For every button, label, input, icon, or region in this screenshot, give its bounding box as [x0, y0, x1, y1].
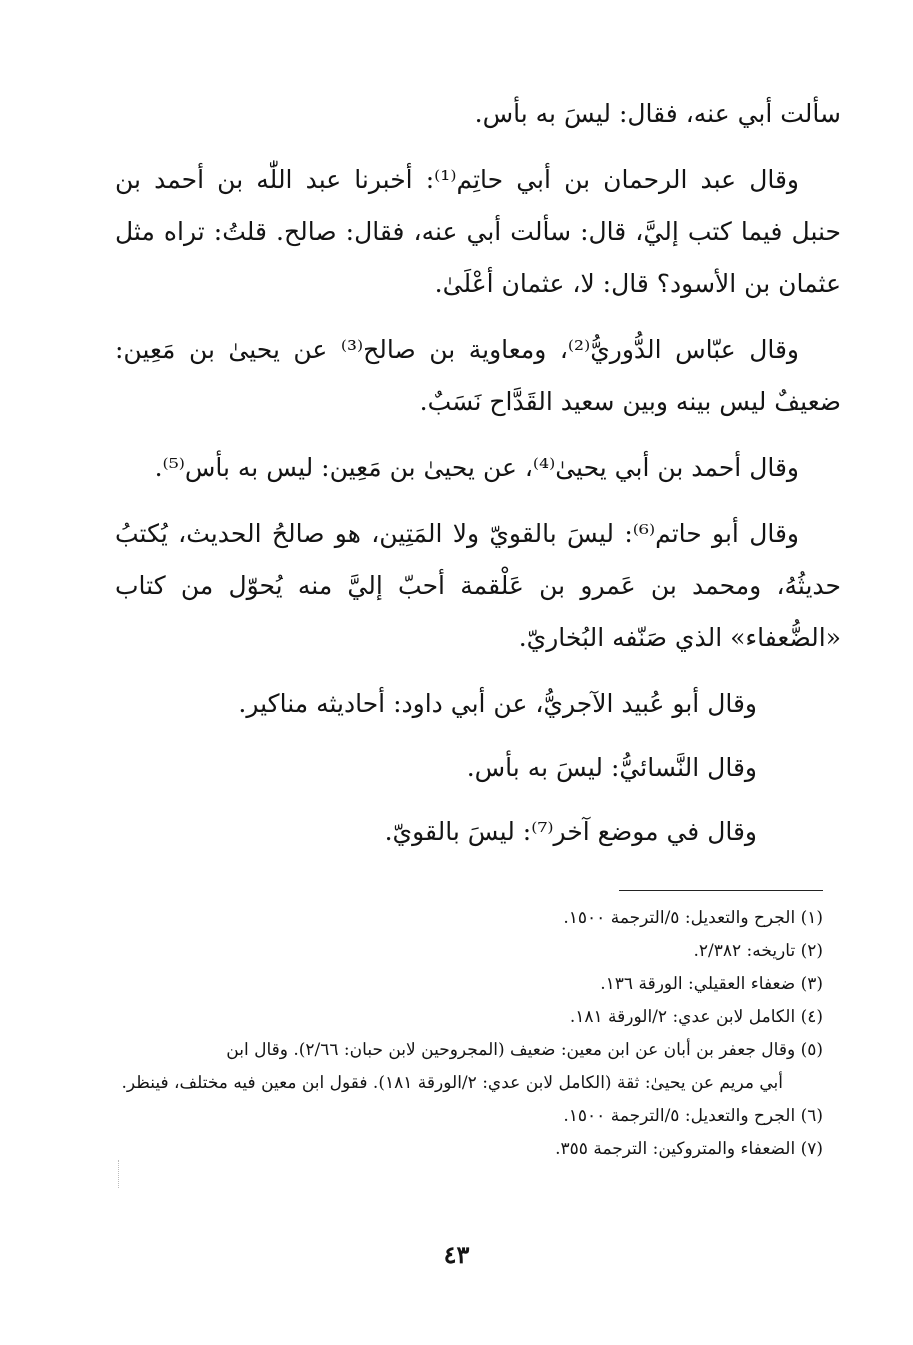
paragraph: وقال أبو عُبيد الآجريُّ، عن أبي داود: أحاديثه مناكير. — [238, 689, 757, 718]
paragraph: وقال في موضع آخر⁽⁷⁾: ليسَ بالقويّ. — [384, 817, 757, 846]
footnote: (٥) وقال جعفر بن أبان عن ابن معين: ضعيف (المجروحين لابن حبان: ٢/٦٦). وقال ابن — [226, 1040, 823, 1060]
footnote: (٣) ضعفاء العقيلي: الورقة ١٣٦. — [600, 974, 823, 994]
margin-mark — [118, 1160, 121, 1188]
paragraph: وقال أحمد بن أبي يحيىٰ⁽⁴⁾، عن يحيىٰ بن مَعِين: ليس به بأس⁽⁵⁾. — [154, 453, 799, 482]
paragraph: وقال عبد الرحمان بن أبي حاتِم⁽¹⁾: أخبرنا عبد اللّٰه بن أحمد بن حنبل فيما كتب إليَّ، قال: سألت أبي عنه، فقال: صالح. قلتُ: تراه مثل عثمان بن الأسود؟ قال: لا، عثمان أعْلَىٰ. — [115, 165, 841, 298]
main-text — [115, 88, 841, 870]
footnote: (٦) الجرح والتعديل: ٥/الترجمة ١٥٠٠. — [563, 1106, 823, 1126]
footnote-separator — [619, 890, 823, 891]
footnote: (١) الجرح والتعديل: ٥/الترجمة ١٥٠٠. — [563, 908, 823, 928]
footnote: (٤) الكامل لابن عدي: ٢/الورقة ١٨١. — [569, 1007, 823, 1027]
paragraph: وقال النَّسائيُّ: ليسَ به بأس. — [466, 753, 757, 782]
page-number: ٤٣ — [443, 1240, 470, 1269]
footnote-continuation: أبي مريم عن يحيىٰ: ثقة (الكامل لابن عدي: ٢/الورقة ١٨١). فقول ابن معين فيه مختلف، فينظر. — [121, 1073, 783, 1093]
footnote: (٢) تاريخه: ٢/٣٨٢. — [693, 941, 823, 961]
footnotes — [115, 903, 823, 1167]
paragraph: سألت أبي عنه، فقال: ليسَ به بأس. — [474, 99, 841, 128]
footnote: (٧) الضعفاء والمتروكين: الترجمة ٣٥٥. — [555, 1139, 823, 1159]
paragraph: وقال أبو حاتم⁽⁶⁾: ليسَ بالقويّ ولا المَتِين، هو صالحُ الحديث، يُكتبُ حديثُهُ، ومحمد بن عَمرو بن عَلْقمة أحبّ إليَّ منه يُحوّل من كتاب «الضُّعفاء» الذي صَنّفه البُخاريّ. — [115, 519, 841, 652]
paragraph: وقال عبّاس الدُّوريُّ⁽²⁾، ومعاوية بن صالح⁽³⁾ عن يحيىٰ بن مَعِين: ضعيفٌ ليس بينه وبين سعيد القَدَّاح نَسَبٌ. — [115, 335, 841, 416]
